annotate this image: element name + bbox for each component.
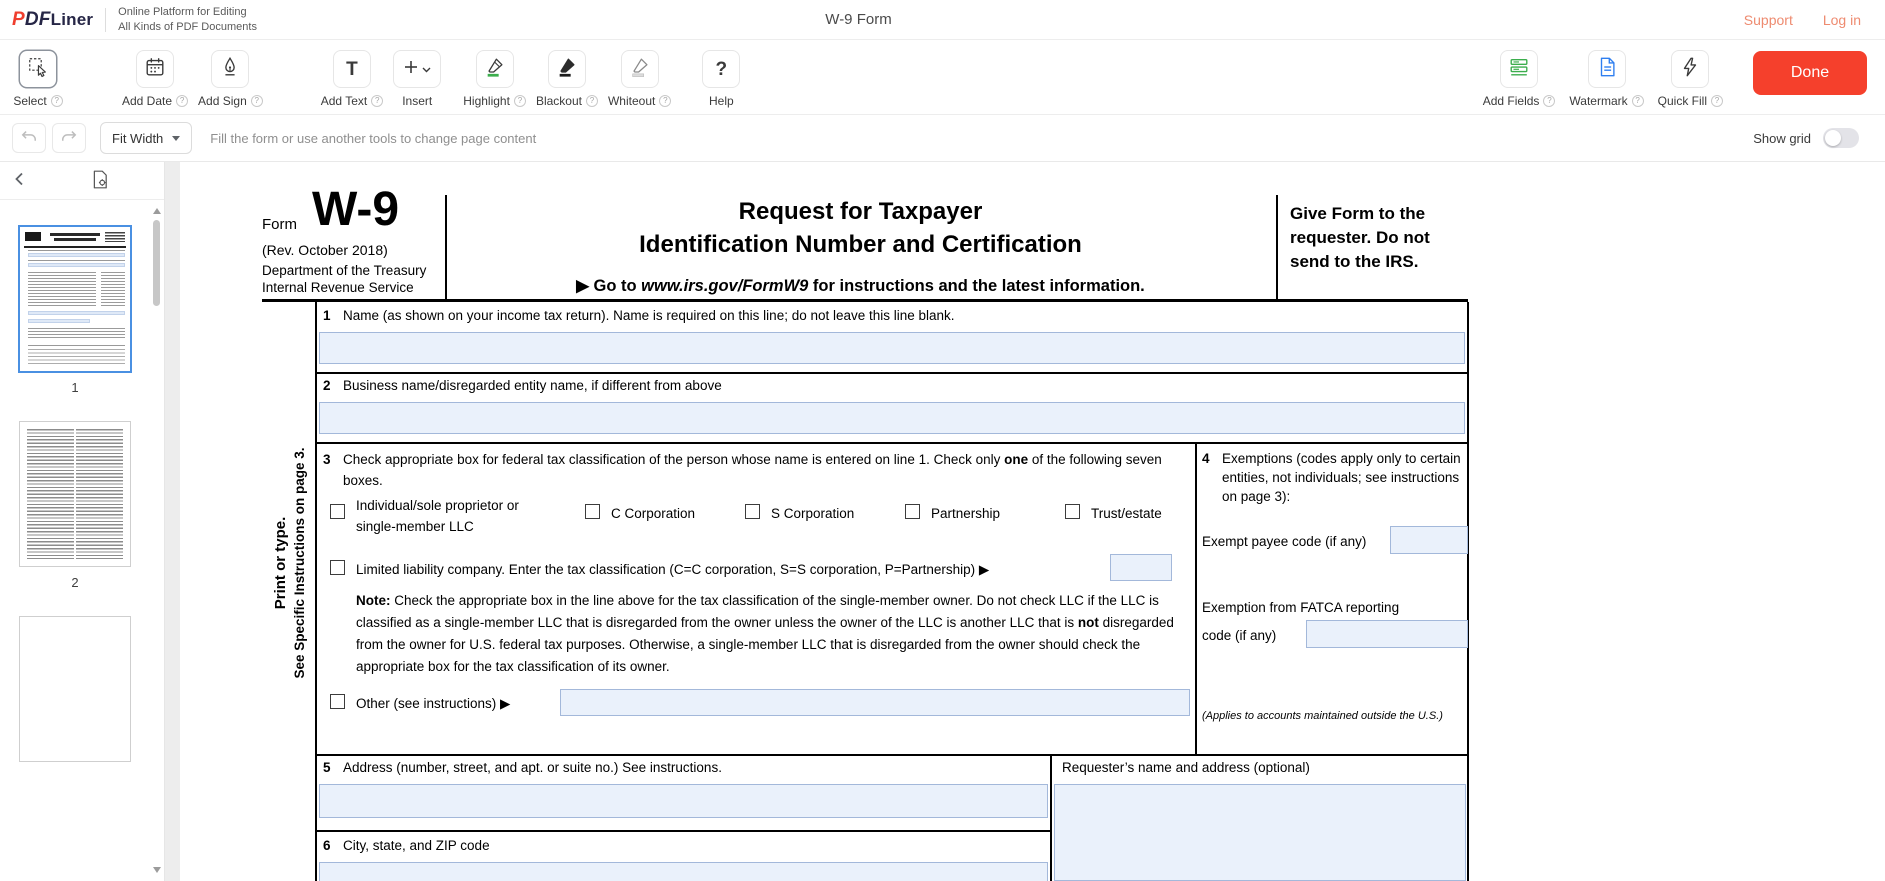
input-name[interactable]: [319, 332, 1465, 364]
thumbnail-preview: [20, 422, 130, 566]
lightning-bolt-icon: [1679, 56, 1701, 83]
line5-label: 5 Address (number, street, and apt. or suite no.) See instructions.: [323, 760, 722, 775]
tool-help[interactable]: [693, 50, 749, 108]
page-thumbnails: [0, 200, 150, 881]
whiteout-marker-icon: [629, 56, 651, 83]
tool-help-badge[interactable]: [514, 95, 526, 107]
text-icon: T: [346, 58, 358, 80]
fatca-label-line2: code (if any): [1202, 628, 1277, 643]
label-llc: Limited liability company. Enter the tax classification (C=C corporation, S=S corporation, P=Partnership) ▶: [356, 562, 990, 577]
tool-insert[interactable]: [389, 50, 445, 108]
tool-blackout[interactable]: [536, 50, 598, 108]
label-c-corporation: C Corporation: [611, 506, 696, 521]
tool-help-badge[interactable]: [1543, 95, 1555, 107]
form-agency: Internal Revenue Service: [262, 280, 414, 295]
margin-line1: Print or type.: [272, 516, 289, 610]
tool-add-sign[interactable]: [198, 50, 263, 108]
tool-help-badge[interactable]: [371, 95, 383, 107]
label-other: Other (see instructions) ▶: [356, 696, 511, 711]
requester-label: Requester’s name and address (optional): [1062, 760, 1310, 775]
tagline-line1: Online Platform for Editing: [118, 6, 247, 19]
chevron-left-icon: [12, 171, 28, 190]
exempt-payee-label: Exempt payee code (if any): [1202, 534, 1367, 549]
calendar-icon: [144, 56, 166, 83]
cursor-select-icon: [27, 56, 49, 83]
print-or-type-margin: [271, 391, 309, 735]
applies-note: (Applies to accounts maintained outside the U.S.): [1202, 710, 1443, 722]
support-link[interactable]: Support: [1743, 11, 1793, 28]
chevron-down-icon: [172, 136, 180, 141]
input-business-name[interactable]: [319, 402, 1465, 434]
tool-help-badge[interactable]: [586, 95, 598, 107]
label-trust-estate: Trust/estate: [1091, 506, 1162, 521]
tool-watermark[interactable]: [1569, 50, 1643, 108]
collapse-sidebar-button[interactable]: [12, 171, 28, 190]
llc-note: Note: Check the appropriate box in the line above for the tax classification of the single-member owner. Do not check LLC if the LLC is classified as a single-member LLC that is disregarded from the owner unless the owner of the LLC is another LLC that is not disregarded from the owner for U.S. federal tax purposes. Otherwise, a single-member LLC that is disregarded from the owner should check the appropriate box for the tax classification of its owner.: [356, 593, 1174, 674]
page-gear-icon: [90, 169, 111, 193]
tool-add-fields[interactable]: [1483, 50, 1556, 108]
checkbox-trust-estate[interactable]: [1065, 504, 1080, 519]
form-revision: (Rev. October 2018): [262, 242, 388, 258]
tool-help-badge[interactable]: [51, 95, 63, 107]
editor-toolbar: [0, 40, 1885, 115]
tool-select-label: Select: [13, 94, 47, 108]
show-grid-toggle[interactable]: [1823, 128, 1859, 148]
fatca-label-line1: Exemption from FATCA reporting: [1202, 600, 1400, 615]
input-address[interactable]: [319, 784, 1048, 818]
done-button[interactable]: Done: [1753, 51, 1867, 95]
tool-add-date[interactable]: [122, 50, 188, 108]
tool-add-text-label: Add Text: [320, 94, 368, 108]
pdfliner-logo[interactable]: [12, 9, 93, 31]
header-links: [1744, 12, 1861, 28]
form-fields-icon: [1508, 56, 1530, 83]
line2-label: 2 Business name/disregarded entity name, if different from above: [323, 378, 722, 393]
checkbox-c-corporation[interactable]: [585, 504, 600, 519]
zoom-select[interactable]: [100, 122, 192, 154]
sidebar-scrollbar[interactable]: [152, 206, 161, 875]
document-area: [165, 162, 1885, 881]
login-link[interactable]: Log in: [1822, 11, 1861, 28]
form-word: Form: [262, 216, 297, 233]
tool-highlight[interactable]: [463, 50, 526, 108]
input-city-state-zip[interactable]: [319, 862, 1048, 881]
checkbox-s-corporation[interactable]: [745, 504, 760, 519]
tool-help-badge[interactable]: [1711, 95, 1723, 107]
tool-add-fields-label: Add Fields: [1482, 94, 1540, 108]
tool-add-sign-label: Add Sign: [198, 94, 247, 108]
tool-insert-label: Insert: [402, 94, 433, 108]
tool-add-date-label: Add Date: [122, 94, 173, 108]
page-thumbnail-1[interactable]: [19, 226, 131, 372]
blackout-marker-icon: [556, 56, 578, 83]
tool-blackout-label: Blackout: [535, 94, 582, 108]
logo-letters-df: DF: [24, 8, 51, 30]
line4-label: 4 Exemptions (codes apply only to certain entities, not individuals; see instructions on page 3):: [1202, 451, 1461, 504]
tool-help-badge[interactable]: [251, 95, 263, 107]
document-title: W-9 Form: [825, 11, 892, 28]
form-goto-line: [445, 276, 1276, 296]
toggle-knob: [1825, 130, 1841, 146]
tool-whiteout[interactable]: [608, 50, 671, 108]
give-form-note: Give Form to the requester. Do not send to the IRS.: [1290, 204, 1430, 271]
zoom-value: Fit Width: [112, 130, 164, 146]
page-thumbnail-2[interactable]: [19, 421, 131, 567]
redo-arrow-icon: [59, 127, 79, 150]
undo-arrow-icon: [19, 127, 39, 150]
tool-help-label: Help: [708, 94, 734, 108]
tool-select[interactable]: [10, 50, 66, 108]
tool-watermark-label: Watermark: [1569, 94, 1628, 108]
logo-divider: [105, 8, 106, 32]
scroll-down-arrow-icon[interactable]: [153, 867, 161, 873]
input-llc-classification[interactable]: [1110, 554, 1172, 581]
checkbox-individual[interactable]: [330, 504, 345, 519]
tool-help-badge[interactable]: [176, 95, 188, 107]
scrollbar-thumb[interactable]: [153, 220, 160, 306]
checkbox-partnership[interactable]: [905, 504, 920, 519]
scroll-up-arrow-icon[interactable]: [153, 208, 161, 214]
form-number: W-9: [312, 183, 400, 236]
tagline-line2: All Kinds of PDF Documents: [118, 20, 257, 33]
input-fatca-code[interactable]: [1306, 620, 1468, 648]
irs-url: www.irs.gov/FormW9: [641, 277, 809, 295]
page-thumbnail-3[interactable]: [19, 616, 131, 762]
tagline: [118, 5, 257, 34]
form-title-line2: Identification Number and Certification: [639, 231, 1082, 258]
tool-whiteout-label: Whiteout: [607, 94, 656, 108]
line6-label: 6 City, state, and ZIP code: [323, 838, 490, 853]
sidebar-toolbar: [0, 162, 164, 200]
input-other[interactable]: [560, 689, 1190, 716]
goto-prefix: ▶ Go to: [576, 277, 642, 295]
plus-icon: [403, 59, 419, 80]
redo-button[interactable]: [52, 123, 86, 153]
logo-letter-p: P: [12, 8, 25, 30]
logo-liner: Liner: [50, 9, 94, 29]
toolbar-hint-text: Fill the form or use another tools to change page content: [210, 130, 537, 146]
highlighter-icon: [484, 56, 506, 83]
input-requester-name-address[interactable]: [1054, 784, 1466, 881]
tool-highlight-label: Highlight: [463, 94, 510, 108]
thumbnail-preview: [20, 227, 130, 371]
label-individual: Individual/sole proprietor or single-member LLC: [356, 498, 519, 534]
show-grid-label: Show grid: [1753, 130, 1811, 146]
document-subbar: [0, 115, 1885, 162]
tool-help-badge[interactable]: [1632, 95, 1644, 107]
label-s-corporation: S Corporation: [771, 506, 855, 521]
question-mark-icon: ?: [715, 58, 728, 80]
page-number-1: 1: [71, 380, 79, 395]
form-title-line1: Request for Taxpayer: [738, 198, 983, 225]
goto-suffix: for instructions and the latest information.: [808, 277, 1145, 295]
pages-sidebar: [0, 162, 165, 881]
w9-form-page: [180, 162, 1885, 881]
undo-button[interactable]: [12, 123, 46, 153]
app-header: [0, 0, 1885, 40]
tool-quick-fill[interactable]: [1658, 50, 1723, 108]
checkbox-other[interactable]: [330, 694, 345, 709]
line3-label: 3 Check appropriate box for federal tax classification of the person whose name is entered on line 1. Check only one of the following seven boxes.: [323, 452, 1162, 488]
pen-nib-icon: [219, 56, 241, 83]
page-number-2: 2: [71, 575, 79, 590]
checkbox-llc[interactable]: [330, 560, 345, 575]
page-settings-button[interactable]: [90, 169, 111, 193]
label-partnership: Partnership: [931, 506, 1001, 521]
tool-add-text[interactable]: [321, 50, 383, 108]
tool-help-badge[interactable]: [659, 95, 671, 107]
line1-label: 1 Name (as shown on your income tax return). Name is required on this line; do not leave this line blank.: [323, 308, 955, 323]
margin-line2: See Specific Instructions on page 3.: [292, 447, 307, 679]
input-exempt-payee-code[interactable]: [1390, 526, 1468, 554]
form-department: Department of the Treasury: [262, 263, 427, 278]
chevron-down-icon: [422, 60, 431, 78]
watermark-document-icon: [1596, 56, 1618, 83]
tool-quick-fill-label: Quick Fill: [1657, 94, 1707, 108]
